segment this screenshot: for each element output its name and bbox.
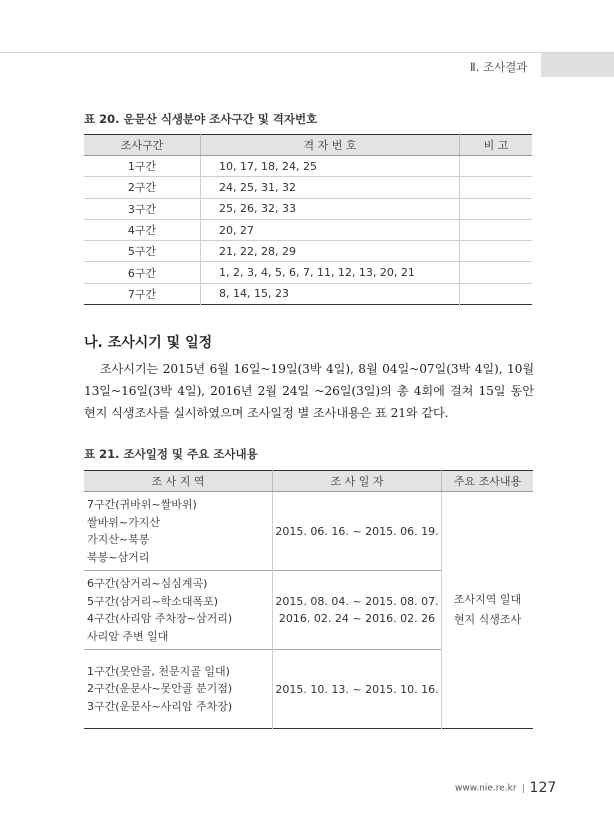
content-cell xyxy=(442,492,534,729)
grid-number-cell: 25, 26, 32, 33 xyxy=(201,198,460,219)
area-line: 7구간(귀바위~쌀바위) xyxy=(87,498,197,511)
column-header-note: 비 고 xyxy=(460,135,533,156)
chapter-title: Ⅱ. 조사결과 xyxy=(470,60,528,74)
area-line: 북봉~삼거리 xyxy=(87,550,150,564)
table-row xyxy=(84,492,533,571)
note-cell xyxy=(460,198,533,219)
date-cell xyxy=(273,650,442,729)
area-cell xyxy=(84,650,273,729)
section-cell: 3구간 xyxy=(84,198,201,219)
page-number: 127 xyxy=(529,780,557,796)
table-row xyxy=(84,177,532,198)
content-line: 조사지역 일대 xyxy=(453,593,522,606)
table-row xyxy=(84,262,532,283)
table-row xyxy=(84,156,532,177)
date-line: 2016. 02. 24 ~ 2016. 02. 26 xyxy=(278,612,436,625)
section-cell: 4구간 xyxy=(84,219,201,240)
grid-number-cell: 21, 22, 28, 29 xyxy=(201,241,460,262)
column-header-content: 주요 조사내용 xyxy=(442,471,534,492)
grid-number-cell: 24, 25, 31, 32 xyxy=(201,177,460,198)
area-line: 6구간(삼거리~심심계곡) xyxy=(87,577,208,590)
section-cell: 7구간 xyxy=(84,283,201,304)
chapter-tab-block xyxy=(541,53,614,77)
section-cell: 1구간 xyxy=(84,156,201,177)
area-line: 3구간(운문사~사리암 주차장) xyxy=(87,699,233,713)
date-line: 2015. 06. 16. ~ 2015. 06. 19. xyxy=(275,524,439,538)
column-header-grid-number: 격 자 번 호 xyxy=(201,135,460,156)
note-cell xyxy=(460,241,533,262)
grid-number-cell: 20, 27 xyxy=(201,219,460,240)
area-line: 4구간(사리암 주차장~삼거리) xyxy=(87,612,233,625)
area-cell xyxy=(84,571,273,650)
footer-divider xyxy=(523,784,524,793)
page-footer xyxy=(455,780,556,796)
area-line: 2구간(운문사~못안골 분기점) xyxy=(87,682,233,696)
grid-number-cell: 8, 14, 15, 23 xyxy=(201,283,460,304)
table-row xyxy=(84,198,532,219)
table-20-caption: 표 20. 운문산 식생분야 조사구간 및 격자번호 xyxy=(84,112,318,126)
footer-url: www.nie.re.kr xyxy=(455,783,517,794)
note-cell xyxy=(460,156,533,177)
section-title: 나. 조사시기 및 일정 xyxy=(84,335,213,351)
header-rule xyxy=(0,52,614,53)
area-line: 1구간(못안골, 천문지골 일대) xyxy=(87,664,230,678)
section-cell: 2구간 xyxy=(84,177,201,198)
area-line: 5구간(삼거리~학소대폭포) xyxy=(87,594,219,608)
table-row xyxy=(84,283,532,304)
note-cell xyxy=(460,262,533,283)
area-line: 쌀바위~가지산 xyxy=(87,515,160,529)
table-20 xyxy=(84,134,532,305)
column-header-area: 조 사 지 역 xyxy=(84,471,273,492)
section-cell: 5구간 xyxy=(84,241,201,262)
date-line: 2015. 10. 13. ~ 2015. 10. 16. xyxy=(275,682,439,696)
note-cell xyxy=(460,219,533,240)
table-row xyxy=(84,241,532,262)
table-row xyxy=(84,219,532,240)
note-cell xyxy=(460,283,533,304)
grid-number-cell: 1, 2, 3, 4, 5, 6, 7, 11, 12, 13, 20, 21 xyxy=(201,262,460,283)
area-line: 사리암 주변 일대 xyxy=(87,629,169,643)
column-header-date: 조 사 일 자 xyxy=(273,471,442,492)
section-cell: 6구간 xyxy=(84,262,201,283)
grid-number-cell: 10, 17, 18, 24, 25 xyxy=(201,156,460,177)
date-line: 2015. 08. 04. ~ 2015. 08. 07. xyxy=(275,595,439,608)
table-21 xyxy=(84,470,533,729)
note-cell xyxy=(460,177,533,198)
section-paragraph: 조사시기는 2015년 6월 16일~19일(3박 4일), 8월 04일~07일(3박 4일), 10월 13일~16일(3박 4일), 2016년 2월 24일 ~26일(3일)의 총 4회에 걸쳐 15일 동안 현지 식생조사를 실시하였으며 조사일정 별 조사내용은 표 21와 같다. xyxy=(84,362,534,420)
date-cell xyxy=(273,571,442,650)
column-header-section: 조사구간 xyxy=(84,135,201,156)
date-cell xyxy=(273,492,442,571)
content-line: 현지 식생조사 xyxy=(453,613,522,626)
table-21-caption: 표 21. 조사일정 및 주요 조사내용 xyxy=(84,447,258,461)
area-cell xyxy=(84,492,273,571)
area-line: 가지산~북봉 xyxy=(87,533,150,546)
